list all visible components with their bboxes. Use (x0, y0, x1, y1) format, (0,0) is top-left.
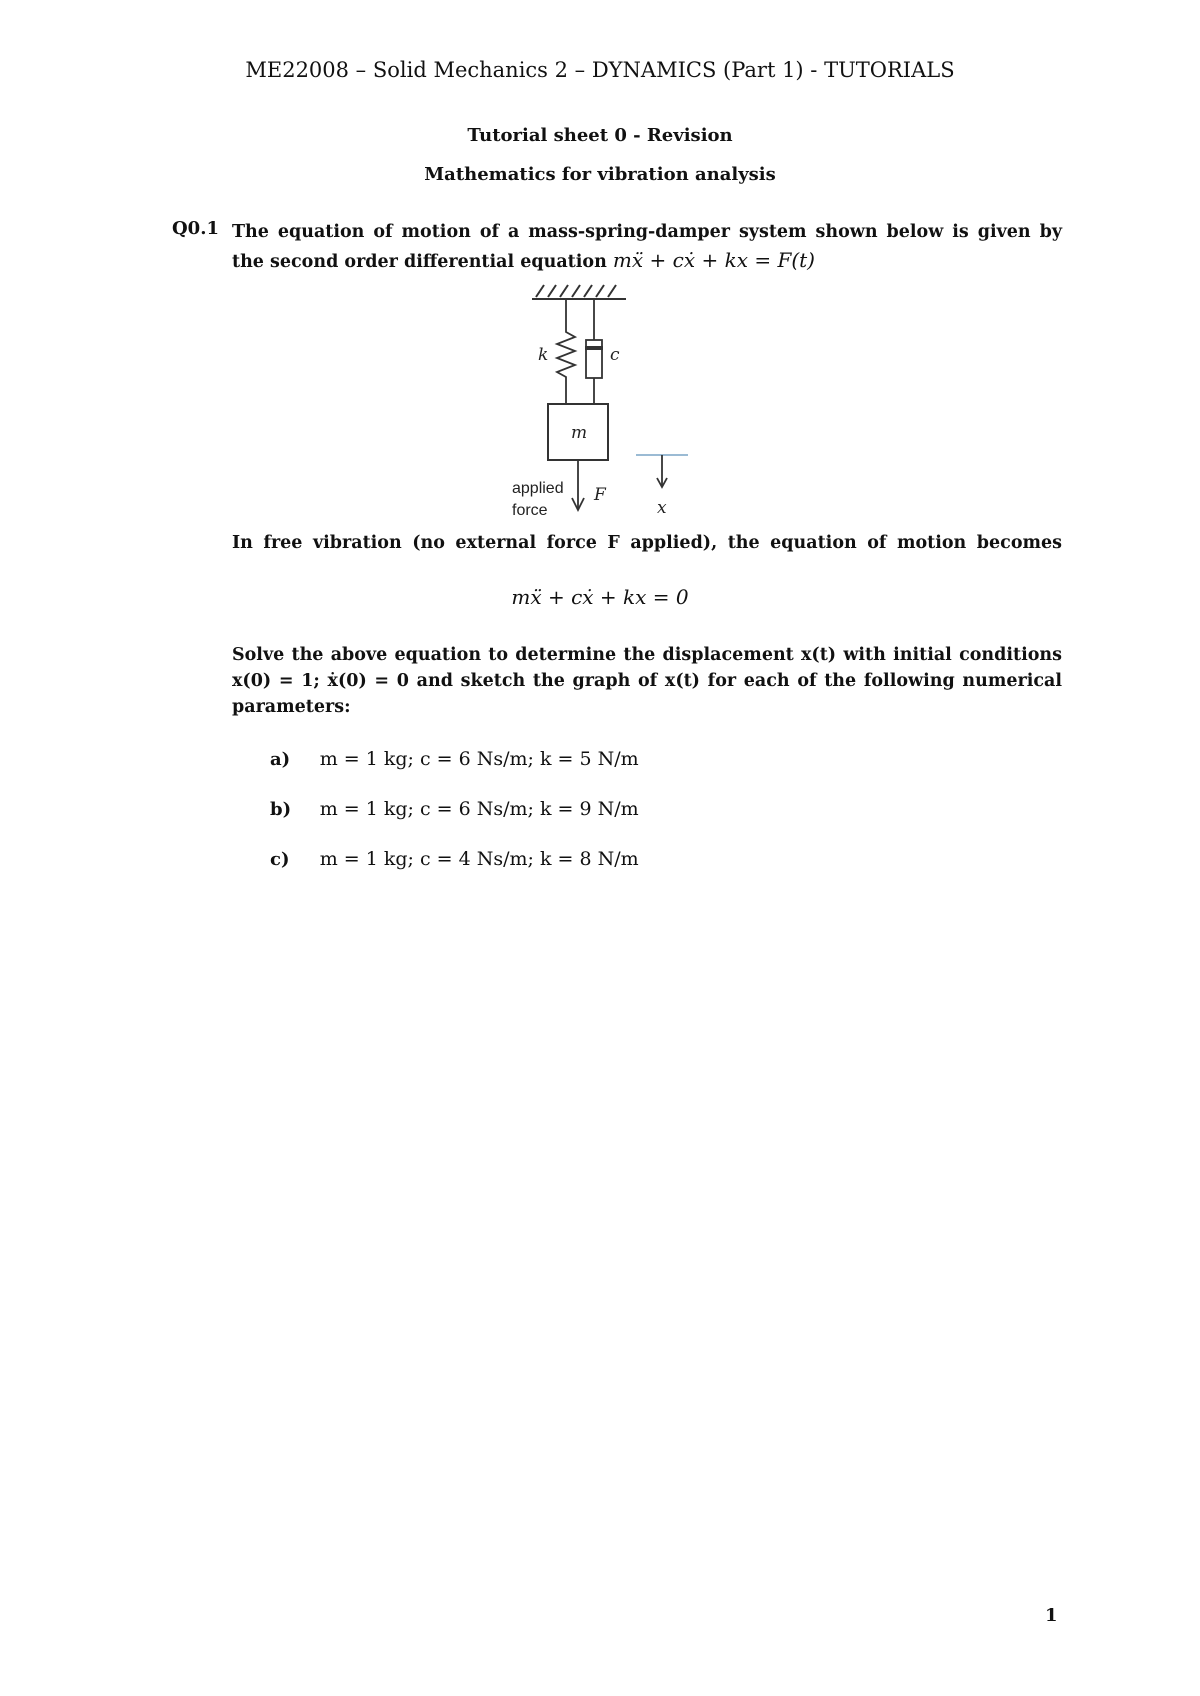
spring (557, 299, 575, 404)
mass-spring-damper-diagram (496, 282, 706, 522)
displacement-label: x (657, 498, 667, 518)
parameter-value: m = 1 kg; c = 6 Ns/m; k = 9 N/m (319, 798, 639, 820)
parameter-set-b (270, 798, 639, 820)
free-vibration-equation (0, 585, 1200, 609)
free-vibration-text: In free vibration (no external force F applied), the equation of motion becomes (232, 533, 1062, 553)
question-intro (232, 218, 1062, 276)
damper-label: c (610, 345, 620, 365)
sheet-subtitle: Mathematics for vibration analysis (424, 164, 776, 185)
damper (585, 299, 603, 404)
parameter-label: a) (270, 749, 291, 770)
sheet-title: Tutorial sheet 0 - Revision (467, 125, 733, 146)
page-number: 1 (1045, 1605, 1058, 1626)
parameter-value: m = 1 kg; c = 6 Ns/m; k = 5 N/m (319, 748, 639, 770)
parameter-set-c (270, 848, 639, 870)
question-number: Q0.1 (172, 218, 219, 239)
page-header: ME22008 – Solid Mechanics 2 – DYNAMICS (Part 1) - TUTORIALS (245, 58, 955, 82)
equation-of-motion: mẍ + cẋ + kx = F(t) (612, 248, 815, 272)
question-intro-text: The equation of motion of a mass-spring-damper system shown below is given by the second order differential equation (232, 222, 1062, 272)
mass-label: m (571, 423, 588, 443)
force-caption-line1: applied (512, 480, 564, 497)
parameter-value: m = 1 kg; c = 4 Ns/m; k = 8 N/m (319, 848, 639, 870)
parameter-label: b) (270, 799, 292, 820)
spring-label: k (538, 345, 549, 365)
solve-instructions: Solve the above equation to determine the displacement x(t) with initial conditions x(0) = 1; ẋ(0) = 0 and sketch the graph of x(t) for each of the following numerical parameters: (232, 645, 1062, 717)
force-caption-line2: force (512, 502, 548, 519)
parameter-label: c) (270, 849, 290, 870)
ground-support (532, 285, 626, 299)
force-arrow (572, 460, 584, 510)
force-label: F (594, 485, 606, 505)
free-equation-math: mẍ + cẋ + kx = 0 (511, 585, 689, 609)
parameter-set-a (270, 748, 639, 770)
displacement-arrow (657, 455, 667, 487)
